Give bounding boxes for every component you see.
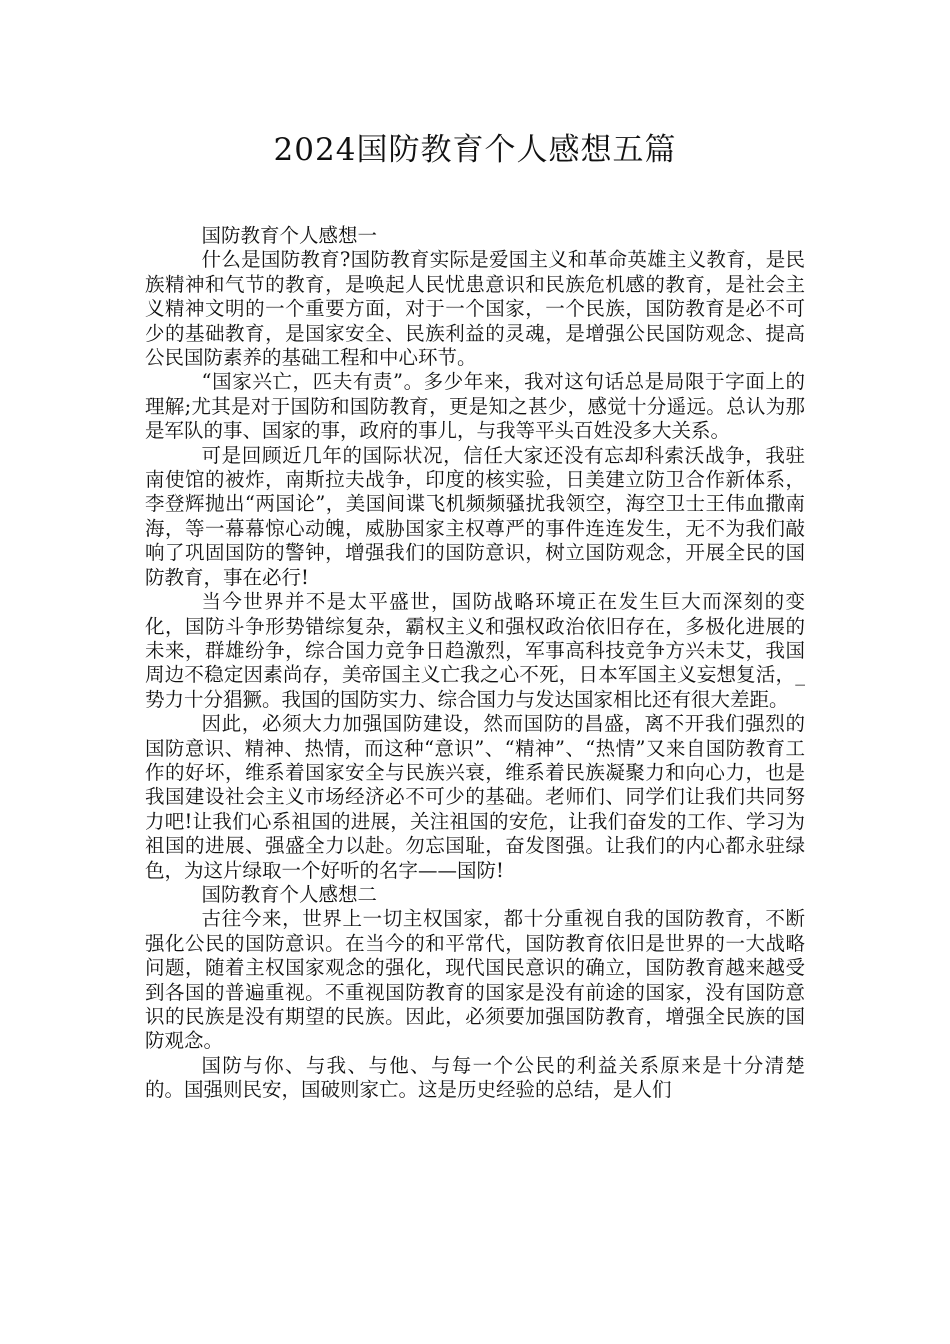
paragraph-2: “国家兴亡，匹夫有责”。多少年来，我对这句话总是局限于字面上的理解;尤其是对于国防和国防教育，更是知之甚少，感觉十分遥远。总认为那是军队的事、国家的事，政府的事儿，与我等平头百姓没多大关系。: [145, 370, 805, 443]
section-heading-1: 国防教育个人感想一: [201, 224, 378, 247]
section-heading-2: 国防教育个人感想二: [201, 882, 378, 906]
paragraph-4: 当今世界并不是太平盛世，国防战略环境正在发生巨大而深刻的变化，国防斗争形势错综复杂，霸权主义和强权政治依旧存在，多极化进展的未来，群雄纷争，综合国力竞争日趋激烈，军事高科技竞争方兴未艾，我国周边不稳定因素尚存，美帝国主义亡我之心不死，日本军国主义妄想复活，_势力十分猖獗。我国的国防实力、综合国力与发达国家相比还有很大差距。: [145, 590, 805, 711]
document-title: 2024国防教育个人感想五篇: [273, 132, 677, 168]
paragraph-3: 可是回顾近几年的国际状况，信任大家还没有忘却科索沃战争，我驻南使馆的被炸，南斯拉夫战争，印度的核实验，日美建立防卫合作新体系，李登辉抛出“两国论”，美国间谍飞机频频骚扰我领空，海空卫士王伟血撒南海，等一幕幕惊心动魄，威胁国家主权尊严的事件连连发生，无不为我们敲响了巩固国防的警钟，增强我们的国防意识，树立国防观念，开展全民的国防教育，事在必行!: [145, 443, 805, 589]
document-body: [145, 224, 805, 1103]
paragraph-6: 古往今来，世界上一切主权国家，都十分重视自我的国防教育，不断强化公民的国防意识。在当今的和平常代，国防教育依旧是世界的一大战略问题，随着主权国家观念的强化，现代国民意识的确立，国防教育越来越受到各国的普遍重视。不重视国防教育的国家是没有前途的国家，没有国防意识的民族是没有期望的民族。因此，必须要加强国防教育，增强全民族的国防观念。: [145, 907, 805, 1053]
paragraph-5: 因此，必须大力加强国防建设，然而国防的昌盛，离不开我们强烈的国防意识、精神、热情，而这种“意识”、“精神”、“热情”又来自国防教育工作的好坏，维系着国家安全与民族兴衰，维系着民族凝聚力和向心力，也是我国建设社会主义市场经济必不可少的基础。老师们、同学们让我们共同努力吧!让我们心系祖国的进展，关注祖国的安危，让我们奋发的工作、学习为祖国的进展、强盛全力以赴。勿忘国耻，奋发图强。让我们的内心都永驻绿色，为这片绿取一个好听的名字——国防!: [145, 712, 805, 882]
paragraph-7: 国防与你、与我、与他、与每一个公民的利益关系原来是十分清楚的。国强则民安，国破则家亡。这是历史经验的总结，是人们: [145, 1053, 805, 1102]
paragraph-1: 什么是国防教育?国防教育实际是爱国主义和革命英雄主义教育，是民族精神和气节的教育，是唤起人民忧患意识和民族危机感的教育，是社会主义精神文明的一个重要方面，对于一个国家，一个民族，国防教育是必不可少的基础教育，是国家安全、民族利益的灵魂，是增强公民国防观念、提高公民国防素养的基础工程和中心环节。: [145, 248, 805, 370]
